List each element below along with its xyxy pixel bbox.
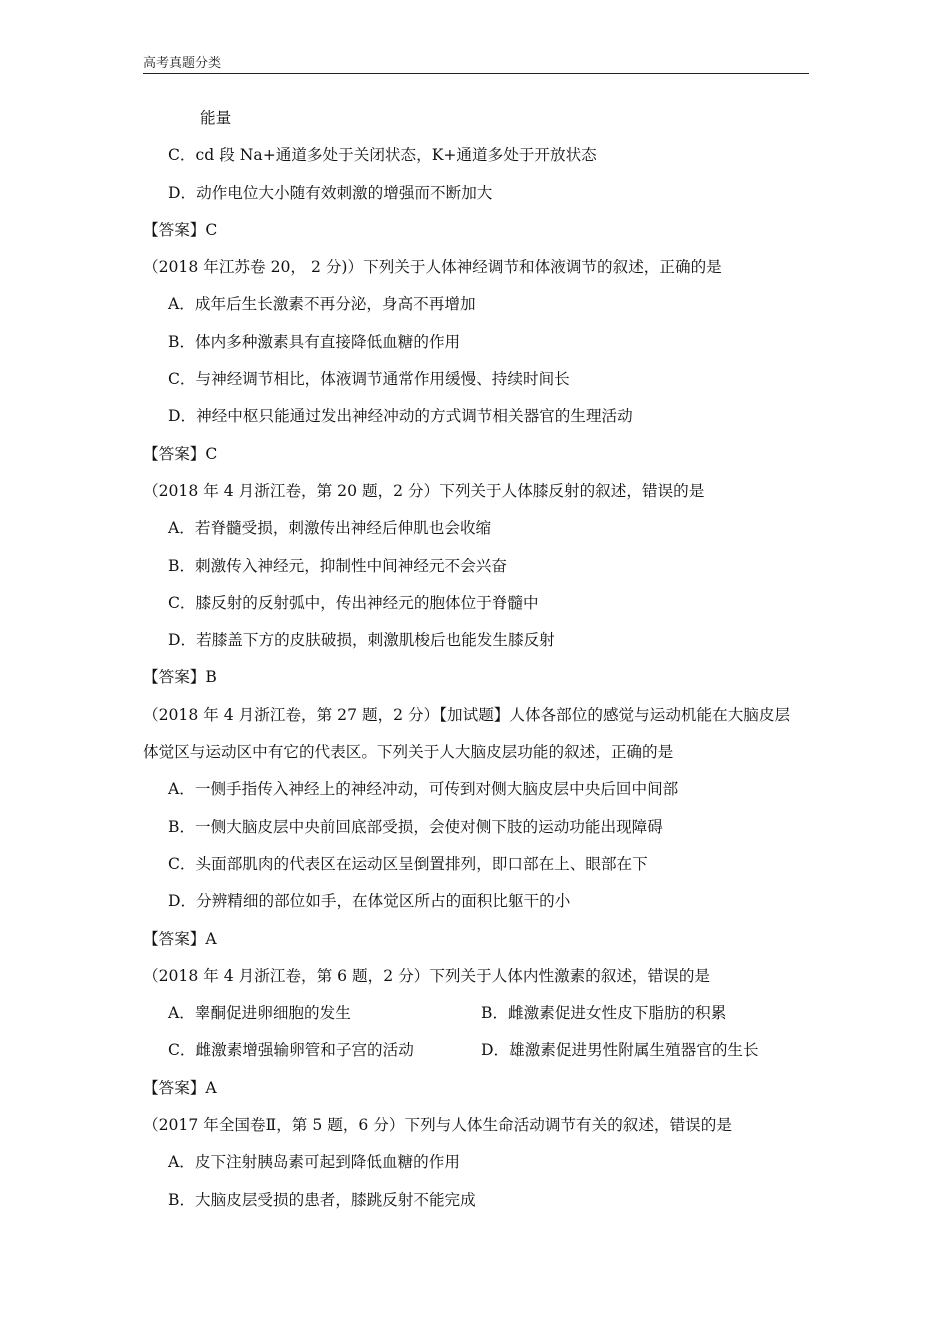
answer-key: 【答案】A bbox=[143, 929, 217, 948]
answer-option: A．一侧手指传入神经上的神经冲动，可传到对侧大脑皮层中央后回中间部 bbox=[168, 780, 679, 799]
answer-option: B．一侧大脑皮层中央前回底部受损，会使对侧下肢的运动功能出现障碍 bbox=[168, 817, 663, 836]
answer-key: 【答案】C bbox=[143, 444, 218, 463]
answer-key: 【答案】C bbox=[143, 220, 218, 239]
answer-option: D．分辨精细的部位如手，在体觉区所占的面积比躯干的小 bbox=[168, 892, 571, 911]
answer-option: B．刺激传入神经元，抑制性中间神经元不会兴奋 bbox=[168, 556, 507, 575]
answer-option: C．雌激素增强输卵管和子宫的活动 bbox=[168, 1041, 414, 1060]
answer-option: D．雄激素促进男性附属生殖器官的生长 bbox=[481, 1041, 759, 1060]
question-stem: （2018 年 4 月浙江卷，第 27 题，2 分）【加试题】人体各部位的感觉与运动机能在大脑皮层 bbox=[143, 705, 791, 724]
answer-key: 【答案】B bbox=[143, 668, 217, 687]
answer-option: D．若膝盖下方的皮肤破损，刺激肌梭后也能发生膝反射 bbox=[168, 631, 555, 650]
document-body bbox=[143, 100, 813, 1219]
page-header bbox=[143, 55, 809, 74]
question-stem: （2018 年江苏卷 20， 2 分)）下列关于人体神经调节和体液调节的叙述，正确的是 bbox=[143, 258, 722, 277]
answer-option: B．体内多种激素具有直接降低血糖的作用 bbox=[168, 332, 461, 351]
answer-option: A．若脊髓受损，刺激传出神经后伸肌也会收缩 bbox=[168, 519, 492, 538]
answer-option-row bbox=[143, 995, 813, 1032]
answer-option: B．大脑皮层受损的患者，膝跳反射不能完成 bbox=[168, 1190, 476, 1209]
question-stem: （2018 年 4 月浙江卷，第 6 题，2 分）下列关于人体内性激素的叙述，错误的是 bbox=[143, 966, 711, 985]
header-title: 高考真题分类 bbox=[143, 56, 222, 71]
question-stem: （2017 年全国卷Ⅱ，第 5 题，6 分）下列与人体生命活动调节有关的叙述，错误的是 bbox=[143, 1116, 732, 1135]
answer-option: C．与神经调节相比，体液调节通常作用缓慢、持续时间长 bbox=[168, 370, 570, 389]
answer-option: D．神经中枢只能通过发出神经冲动的方式调节相关器官的生理活动 bbox=[168, 407, 633, 426]
answer-option: A．皮下注射胰岛素可起到降低血糖的作用 bbox=[168, 1153, 460, 1172]
answer-key: 【答案】A bbox=[143, 1078, 217, 1097]
answer-option: B．雌激素促进女性皮下脂肪的积累 bbox=[481, 1004, 727, 1023]
question-stem: 体觉区与运动区中有它的代表区。下列关于人大脑皮层功能的叙述，正确的是 bbox=[143, 743, 674, 762]
question-stem: （2018 年 4 月浙江卷，第 20 题，2 分）下列关于人体膝反射的叙述，错误的是 bbox=[143, 481, 705, 500]
answer-option: C．cd 段 Na+通道多处于关闭状态，K+通道多处于开放状态 bbox=[168, 146, 597, 165]
answer-option: C．头面部肌肉的代表区在运动区呈倒置排列，即口部在上、眼部在下 bbox=[168, 854, 648, 873]
answer-option: D．动作电位大小随有效刺激的增强而不断加大 bbox=[168, 183, 493, 202]
answer-option-row bbox=[143, 1032, 813, 1069]
answer-option: C．膝反射的反射弧中，传出神经元的胞体位于脊髓中 bbox=[168, 593, 539, 612]
answer-option: A．成年后生长激素不再分泌，身高不再增加 bbox=[168, 295, 476, 314]
answer-option: A．睾酮促进卵细胞的发生 bbox=[168, 1004, 351, 1023]
continuation-line: 能量 bbox=[200, 109, 232, 127]
